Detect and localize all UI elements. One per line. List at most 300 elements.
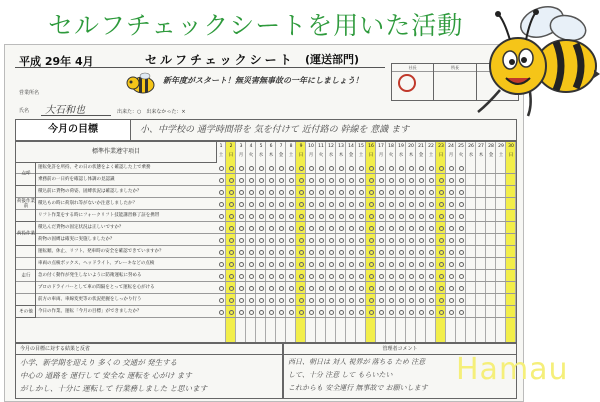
check-mark bbox=[369, 310, 374, 315]
check-mark bbox=[399, 226, 404, 231]
check-mark bbox=[239, 238, 244, 243]
check-mark bbox=[429, 178, 434, 183]
check-mark bbox=[289, 262, 294, 267]
day-number: 8 bbox=[289, 144, 293, 149]
check-mark bbox=[309, 286, 314, 291]
check-mark bbox=[409, 214, 414, 219]
check-mark bbox=[219, 310, 224, 315]
check-row bbox=[16, 162, 516, 174]
check-mark bbox=[409, 178, 414, 183]
check-mark bbox=[419, 274, 424, 279]
check-item-label: 前方の車両、車線変更等の状況把握をしっかり行う bbox=[38, 297, 142, 302]
weekday: 日 bbox=[438, 153, 444, 158]
check-mark bbox=[339, 202, 344, 207]
seal-stamp-icon bbox=[398, 74, 416, 92]
check-mark bbox=[429, 274, 434, 279]
check-mark bbox=[329, 226, 334, 231]
check-mark bbox=[299, 298, 304, 303]
check-item-label: 積込もの時に荷崩れ等がないか注意しましたか？ bbox=[38, 201, 137, 206]
check-mark bbox=[409, 298, 414, 303]
check-mark bbox=[389, 214, 394, 219]
office-label: 営業所名 bbox=[19, 90, 40, 96]
check-mark bbox=[299, 166, 304, 171]
check-mark bbox=[339, 226, 344, 231]
check-mark bbox=[219, 226, 224, 231]
weekday: 火 bbox=[458, 153, 464, 158]
check-row bbox=[16, 198, 516, 210]
check-mark bbox=[439, 190, 444, 195]
check-mark bbox=[429, 262, 434, 267]
check-table bbox=[15, 141, 517, 343]
check-mark bbox=[379, 238, 384, 243]
check-mark bbox=[459, 238, 464, 243]
check-mark bbox=[409, 286, 414, 291]
check-mark bbox=[349, 274, 354, 279]
check-mark bbox=[399, 274, 404, 279]
check-item-label: 車両の点検ボックス、ヘッドライト、ブレーキなどの点検 bbox=[38, 261, 155, 266]
weekday: 月 bbox=[378, 153, 384, 158]
check-row bbox=[16, 234, 516, 246]
check-mark bbox=[429, 298, 434, 303]
check-mark bbox=[339, 298, 344, 303]
check-mark bbox=[309, 226, 314, 231]
comment-line: して、十分 注意 して もらいたい bbox=[288, 371, 393, 379]
check-mark bbox=[229, 298, 234, 303]
item-group bbox=[16, 246, 36, 306]
check-mark bbox=[339, 310, 344, 315]
check-mark bbox=[249, 250, 254, 255]
check-mark bbox=[359, 310, 364, 315]
weekday: 土 bbox=[358, 153, 364, 158]
check-mark bbox=[289, 286, 294, 291]
check-mark bbox=[439, 166, 444, 171]
check-mark bbox=[459, 274, 464, 279]
check-item-label: 運転順、休止、リフト、発車時の安全を確認できていますか？ bbox=[38, 249, 164, 254]
slide-title: セルフチェックシートを用いた活動 bbox=[48, 11, 464, 40]
weekday: 月 bbox=[238, 153, 244, 158]
self-check-sheet bbox=[4, 44, 524, 402]
check-mark bbox=[339, 250, 344, 255]
check-mark bbox=[349, 298, 354, 303]
check-mark bbox=[449, 190, 454, 195]
item-group-label: 荷役作業 bbox=[17, 231, 35, 236]
weekday: 木 bbox=[338, 153, 344, 158]
check-mark bbox=[319, 274, 324, 279]
check-mark bbox=[269, 214, 274, 219]
check-mark bbox=[279, 274, 284, 279]
check-mark bbox=[429, 238, 434, 243]
weekday: 金 bbox=[418, 153, 424, 158]
check-mark bbox=[319, 238, 324, 243]
day-number: 9 bbox=[299, 144, 303, 149]
check-mark bbox=[269, 274, 274, 279]
check-mark bbox=[269, 202, 274, 207]
check-mark bbox=[289, 226, 294, 231]
check-mark bbox=[319, 286, 324, 291]
items-header: 標準作業遵守項目 bbox=[16, 142, 217, 163]
check-mark bbox=[449, 166, 454, 171]
check-mark bbox=[429, 202, 434, 207]
check-mark bbox=[399, 262, 404, 267]
weekday: 金 bbox=[278, 153, 284, 158]
check-mark bbox=[239, 178, 244, 183]
day-number: 6 bbox=[269, 144, 273, 149]
check-row bbox=[16, 186, 516, 198]
check-mark bbox=[239, 166, 244, 171]
check-item-label: 急の付く動作が発生しないように防衛運転に努める bbox=[38, 273, 142, 278]
check-mark bbox=[289, 166, 294, 171]
check-mark bbox=[259, 310, 264, 315]
check-mark bbox=[379, 214, 384, 219]
check-mark bbox=[299, 286, 304, 291]
check-mark bbox=[389, 226, 394, 231]
check-mark bbox=[379, 310, 384, 315]
check-mark bbox=[279, 178, 284, 183]
check-mark bbox=[249, 214, 254, 219]
check-mark bbox=[259, 190, 264, 195]
check-mark bbox=[249, 298, 254, 303]
check-mark bbox=[349, 226, 354, 231]
check-mark bbox=[419, 214, 424, 219]
check-mark bbox=[429, 190, 434, 195]
check-mark bbox=[279, 190, 284, 195]
day-number: 10 bbox=[308, 144, 314, 149]
check-mark bbox=[249, 238, 254, 243]
check-mark bbox=[299, 178, 304, 183]
check-item-label: 運転免許を所持、その日の状態をよく確認した上で乗務 bbox=[38, 165, 151, 170]
weekday: 水 bbox=[328, 153, 334, 158]
check-mark bbox=[279, 202, 284, 207]
check-item-label: リフト作業をする時にフォークリフト技能講習修了証を携帯 bbox=[38, 213, 160, 218]
result-line: がしかし、十分に 運転して 行業務しました と思います bbox=[20, 384, 208, 393]
day-number: 18 bbox=[388, 144, 394, 149]
check-mark bbox=[379, 250, 384, 255]
check-mark bbox=[219, 202, 224, 207]
item-group-label: 荷扱作業前 bbox=[17, 198, 35, 209]
check-mark bbox=[349, 166, 354, 171]
check-row bbox=[16, 258, 516, 270]
check-mark bbox=[419, 310, 424, 315]
check-mark bbox=[449, 214, 454, 219]
check-mark bbox=[319, 226, 324, 231]
sheet-title: セルフチェックシート bbox=[145, 53, 295, 67]
check-mark bbox=[379, 178, 384, 183]
check-mark bbox=[219, 298, 224, 303]
check-mark bbox=[429, 214, 434, 219]
check-mark bbox=[259, 238, 264, 243]
check-mark bbox=[309, 310, 314, 315]
day-number: 17 bbox=[378, 144, 384, 149]
check-mark bbox=[449, 262, 454, 267]
check-mark bbox=[289, 274, 294, 279]
day-number: 30 bbox=[508, 144, 514, 149]
check-mark bbox=[399, 214, 404, 219]
check-mark bbox=[369, 178, 374, 183]
check-mark bbox=[299, 250, 304, 255]
check-mark bbox=[259, 298, 264, 303]
check-mark bbox=[249, 286, 254, 291]
check-mark bbox=[439, 262, 444, 267]
day-number: 19 bbox=[398, 144, 404, 149]
sheet-era: 平成 29年 4月 bbox=[19, 55, 94, 68]
check-row bbox=[16, 210, 516, 222]
check-mark bbox=[319, 214, 324, 219]
item-group bbox=[16, 306, 36, 318]
check-mark bbox=[249, 262, 254, 267]
check-mark bbox=[239, 214, 244, 219]
check-mark bbox=[389, 202, 394, 207]
check-mark bbox=[269, 310, 274, 315]
check-mark bbox=[369, 214, 374, 219]
result-line: 中心の 道路を 運行して 安全な 運転を 心がけ ます bbox=[20, 371, 192, 380]
day-number: 24 bbox=[448, 144, 454, 149]
check-mark bbox=[359, 214, 364, 219]
check-mark bbox=[259, 262, 264, 267]
check-mark bbox=[379, 190, 384, 195]
check-mark bbox=[459, 250, 464, 255]
check-mark bbox=[239, 310, 244, 315]
check-mark bbox=[369, 298, 374, 303]
check-mark bbox=[369, 202, 374, 207]
check-mark bbox=[269, 262, 274, 267]
check-mark bbox=[379, 274, 384, 279]
weekday: 火 bbox=[388, 153, 394, 158]
safety-banner: 新年度がスタート！無災害無事故の一年にしましょう！ bbox=[163, 76, 363, 85]
check-mark bbox=[439, 214, 444, 219]
check-mark bbox=[219, 190, 224, 195]
approval-label: 所長 bbox=[434, 65, 475, 72]
check-mark bbox=[439, 298, 444, 303]
comment-line: これからも 安全運行 無事故で お願いします bbox=[288, 384, 428, 392]
check-mark bbox=[379, 166, 384, 171]
check-item-label: 積込前に貨物の荷姿、固縛状況は確認しましたか？ bbox=[38, 189, 142, 194]
day-number: 2 bbox=[229, 144, 233, 149]
check-mark bbox=[369, 166, 374, 171]
check-mark bbox=[369, 226, 374, 231]
check-mark bbox=[239, 226, 244, 231]
check-mark bbox=[369, 286, 374, 291]
check-mark bbox=[419, 202, 424, 207]
check-mark bbox=[259, 274, 264, 279]
check-mark bbox=[269, 298, 274, 303]
check-mark bbox=[419, 190, 424, 195]
check-item-label: プロのドライバーとして車の間隔をとって運転を心がける bbox=[38, 285, 155, 290]
check-mark bbox=[279, 286, 284, 291]
check-mark bbox=[399, 298, 404, 303]
weekday: 火 bbox=[318, 153, 324, 158]
check-mark bbox=[319, 202, 324, 207]
check-mark bbox=[349, 178, 354, 183]
weekday: 月 bbox=[308, 153, 314, 158]
check-mark bbox=[419, 298, 424, 303]
check-mark bbox=[259, 214, 264, 219]
result-reflection-title: 今月の目標に対する結果と反省 bbox=[16, 344, 282, 355]
check-mark bbox=[229, 286, 234, 291]
check-mark bbox=[229, 202, 234, 207]
check-mark bbox=[389, 166, 394, 171]
check-mark bbox=[339, 286, 344, 291]
check-row bbox=[16, 306, 516, 318]
check-mark bbox=[379, 286, 384, 291]
check-mark bbox=[289, 190, 294, 195]
check-mark bbox=[299, 214, 304, 219]
check-mark bbox=[299, 238, 304, 243]
item-group bbox=[16, 186, 36, 222]
approval-cell bbox=[392, 64, 434, 100]
check-item-label: 乗務前の一日約を確認し体調の見認識 bbox=[38, 177, 115, 182]
weekday: 水 bbox=[398, 153, 404, 158]
check-mark bbox=[219, 238, 224, 243]
goal-value: 小、中学校の 通学時間帯を 気を付けて 近付路の 幹線を 意識 ます bbox=[140, 125, 410, 135]
check-mark bbox=[389, 262, 394, 267]
check-mark bbox=[269, 226, 274, 231]
bee-mascot-icon bbox=[470, 0, 600, 130]
check-mark bbox=[349, 310, 354, 315]
check-mark bbox=[279, 226, 284, 231]
check-mark bbox=[399, 250, 404, 255]
check-mark bbox=[299, 226, 304, 231]
check-mark bbox=[319, 262, 324, 267]
check-mark bbox=[309, 262, 314, 267]
check-mark bbox=[449, 298, 454, 303]
day-number: 29 bbox=[498, 144, 504, 149]
weekday: 金 bbox=[348, 153, 354, 158]
weekday: 土 bbox=[288, 153, 294, 158]
check-mark bbox=[359, 298, 364, 303]
check-mark bbox=[249, 178, 254, 183]
check-item-label: 今日の作業、運転「今月の目標」ができましたか？ bbox=[38, 309, 142, 314]
check-mark bbox=[429, 226, 434, 231]
item-group-label: 点呼 bbox=[21, 171, 31, 176]
weekday: 土 bbox=[428, 153, 434, 158]
check-mark bbox=[329, 178, 334, 183]
day-number: 5 bbox=[259, 144, 263, 149]
check-mark bbox=[459, 190, 464, 195]
check-mark bbox=[449, 286, 454, 291]
comment-line: 西日、朝日は 対人 視界が 落ちる ため 注意 bbox=[288, 358, 426, 366]
check-mark bbox=[369, 274, 374, 279]
check-mark bbox=[299, 310, 304, 315]
check-mark bbox=[279, 310, 284, 315]
check-mark bbox=[329, 190, 334, 195]
check-mark bbox=[309, 298, 314, 303]
check-mark bbox=[339, 178, 344, 183]
check-mark bbox=[409, 166, 414, 171]
check-mark bbox=[339, 166, 344, 171]
check-mark bbox=[419, 286, 424, 291]
check-mark bbox=[329, 238, 334, 243]
check-mark bbox=[389, 178, 394, 183]
check-mark bbox=[339, 274, 344, 279]
check-mark bbox=[459, 226, 464, 231]
check-mark bbox=[329, 274, 334, 279]
day-number: 20 bbox=[408, 144, 414, 149]
check-mark bbox=[239, 286, 244, 291]
check-mark bbox=[349, 286, 354, 291]
check-row bbox=[16, 174, 516, 186]
check-mark bbox=[429, 310, 434, 315]
check-mark bbox=[219, 274, 224, 279]
check-row bbox=[16, 222, 516, 234]
check-mark bbox=[349, 202, 354, 207]
check-mark bbox=[289, 238, 294, 243]
check-mark bbox=[339, 262, 344, 267]
check-mark bbox=[279, 298, 284, 303]
check-mark bbox=[279, 166, 284, 171]
check-mark bbox=[349, 190, 354, 195]
check-mark bbox=[369, 238, 374, 243]
check-mark bbox=[419, 166, 424, 171]
check-row bbox=[16, 270, 516, 282]
check-mark bbox=[459, 262, 464, 267]
check-mark bbox=[449, 238, 454, 243]
weekday: 日 bbox=[508, 153, 514, 158]
check-mark bbox=[269, 166, 274, 171]
check-mark bbox=[389, 250, 394, 255]
check-mark bbox=[329, 262, 334, 267]
check-mark bbox=[249, 190, 254, 195]
check-mark bbox=[229, 226, 234, 231]
manager-comment-title: 管理者コメント bbox=[284, 344, 516, 355]
check-mark bbox=[309, 166, 314, 171]
check-mark bbox=[389, 190, 394, 195]
check-mark bbox=[279, 238, 284, 243]
check-mark bbox=[399, 238, 404, 243]
check-mark bbox=[269, 178, 274, 183]
check-mark bbox=[409, 310, 414, 315]
check-mark bbox=[229, 262, 234, 267]
weekday: 日 bbox=[368, 153, 374, 158]
check-mark bbox=[239, 298, 244, 303]
check-mark bbox=[449, 226, 454, 231]
check-mark bbox=[249, 310, 254, 315]
check-row bbox=[16, 246, 516, 258]
day-number: 1 bbox=[219, 144, 223, 149]
check-mark bbox=[359, 262, 364, 267]
name-label: 氏名 bbox=[19, 108, 30, 114]
check-mark bbox=[299, 190, 304, 195]
check-mark bbox=[329, 202, 334, 207]
bee-mascot-small-icon bbox=[125, 71, 159, 97]
check-mark bbox=[419, 262, 424, 267]
check-mark bbox=[409, 226, 414, 231]
check-mark bbox=[319, 190, 324, 195]
day-number: 11 bbox=[318, 144, 324, 149]
check-mark bbox=[369, 250, 374, 255]
check-mark bbox=[309, 250, 314, 255]
check-mark bbox=[409, 202, 414, 207]
check-mark bbox=[299, 262, 304, 267]
check-mark bbox=[239, 190, 244, 195]
check-mark bbox=[289, 202, 294, 207]
mark-instruction: 出来た：○ 出来なかった：× bbox=[117, 109, 186, 115]
check-mark bbox=[219, 178, 224, 183]
check-mark bbox=[309, 202, 314, 207]
check-mark bbox=[399, 310, 404, 315]
check-mark bbox=[409, 238, 414, 243]
check-mark bbox=[399, 202, 404, 207]
check-mark bbox=[449, 310, 454, 315]
check-mark bbox=[219, 214, 224, 219]
check-mark bbox=[259, 178, 264, 183]
day-number: 16 bbox=[368, 144, 374, 149]
check-mark bbox=[379, 262, 384, 267]
check-mark bbox=[359, 286, 364, 291]
check-mark bbox=[369, 190, 374, 195]
header-underline bbox=[15, 67, 385, 68]
check-mark bbox=[319, 298, 324, 303]
check-mark bbox=[319, 166, 324, 171]
